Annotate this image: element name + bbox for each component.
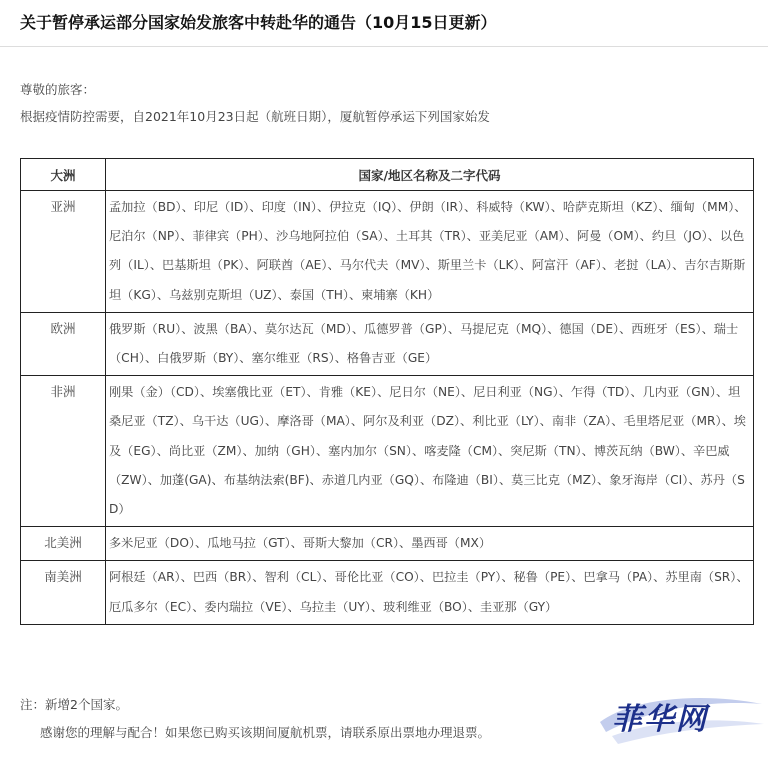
continent-cell: 南美洲	[21, 561, 106, 624]
continent-cell: 亚洲	[21, 191, 106, 313]
table-row	[21, 312, 754, 375]
intro-paragraph: 根据疫情防控需要，自2021年10月23日起（航班日期），厦航暂停承运下列国家始发	[20, 109, 490, 124]
continent-cell: 北美洲	[21, 527, 106, 561]
page-title: 关于暂停承运部分国家始发旅客中转赴华的通告（10月15日更新）	[20, 13, 497, 32]
table-row	[21, 527, 754, 561]
countries-cell: 刚果（金）（CD）、埃塞俄比亚（ET）、肯雅（KE）、尼日尔（NE）、尼日利亚（NG）、乍得（TD）、几内亚（GN）、坦桑尼亚（TZ）、乌干达（UG）、摩洛哥（MA）、阿尔及利亚（DZ）、利比亚（LY）、南非（ZA）、毛里塔尼亚（MR）、埃及（EG）、尚比亚（ZM）、加纳（GH）、塞内加尔（SN）、喀麦隆（CM）、突尼斯（TN）、博茨瓦纳（BW）、辛巴威（ZW）、加蓬(GA)、布基纳法索(BF)、赤道几内亚（GQ）、布隆迪（BI）、莫三比克（MZ）、象牙海岸（CI）、苏丹（SD）	[106, 376, 754, 527]
header-countries: 国家/地区名称及二字代码	[106, 159, 754, 191]
country-table	[20, 158, 754, 625]
continent-cell: 非洲	[21, 376, 106, 527]
watermark-logo	[592, 678, 768, 750]
table-row	[21, 376, 754, 527]
countries-cell: 多米尼亚（DO）、瓜地马拉（GT）、哥斯大黎加（CR）、墨西哥（MX）	[106, 527, 754, 561]
table-row	[21, 191, 754, 313]
thanks-text: 感谢您的理解与配合！如果您已购买该期间厦航机票，请联系原出票地办理退票。	[40, 725, 491, 740]
watermark-text: 菲华网	[612, 702, 708, 737]
greeting: 尊敬的旅客：	[20, 82, 96, 97]
countries-cell: 孟加拉（BD）、印尼（ID）、印度（IN）、伊拉克（IQ）、伊朗（IR）、科威特（KW）、哈萨克斯坦（KZ）、缅甸（MM）、尼泊尔（NP）、菲律宾（PH）、沙乌地阿拉伯（SA）、土耳其（TR）、亚美尼亚（AM）、阿曼（OM）、约旦（JO）、以色列（IL）、巴基斯坦（PK）、阿联酋（AE）、马尔代夫（MV）、斯里兰卡（LK）、阿富汗（AF）、老挝（LA）、吉尔吉斯斯坦（KG）、乌兹别克斯坦（UZ）、泰国（TH）、柬埔寨（KH）	[106, 191, 754, 313]
countries-cell: 阿根廷（AR）、巴西（BR）、智利（CL）、哥伦比亚（CO）、巴拉圭（PY）、秘鲁（PE）、巴拿马（PA）、苏里南（SR）、厄瓜多尔（EC）、委内瑞拉（VE）、乌拉圭（UY）、玻利维亚（BO）、圭亚那（GY）	[106, 561, 754, 624]
table-row	[21, 561, 754, 624]
table-header-row	[21, 159, 754, 191]
header-continent: 大洲	[21, 159, 106, 191]
continent-cell: 欧洲	[21, 312, 106, 375]
countries-cell: 俄罗斯（RU）、波黑（BA）、莫尔达瓦（MD）、瓜德罗普（GP）、马提尼克（MQ）、德国（DE）、西班牙（ES）、瑞士（CH）、白俄罗斯（BY）、塞尔维亚（RS）、格鲁吉亚（GE）	[106, 312, 754, 375]
note-text: 注：新增2个国家。	[20, 697, 128, 712]
title-divider	[0, 46, 768, 47]
